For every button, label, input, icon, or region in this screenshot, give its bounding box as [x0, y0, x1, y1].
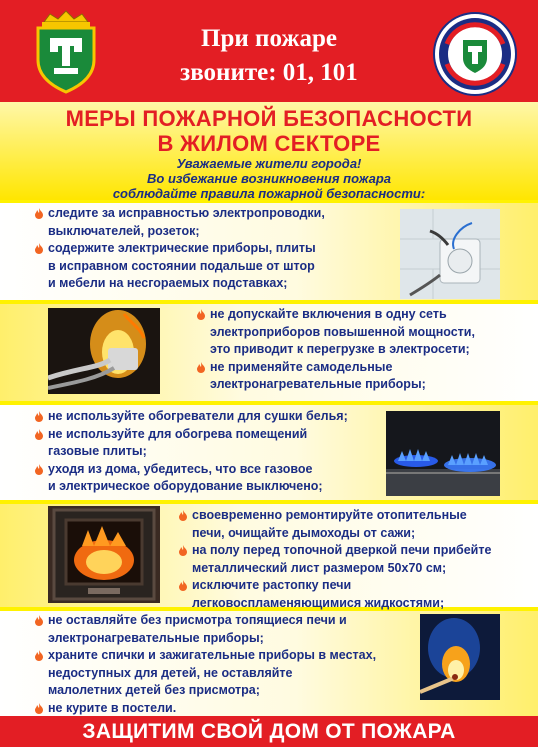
rule-text: на полу перед топочной дверкой печи прибейте металлический лист размером 50х70 см; — [192, 543, 492, 575]
footer-slogan: ЗАЩИТИМ СВОЙ ДОМ ОТ ПОЖАРА — [0, 716, 538, 747]
list-item — [196, 359, 526, 394]
flame-bullet-icon — [35, 703, 43, 714]
rule-text: содержите электрические приборы, плиты в исправном состоянии подальше от штор и мебели на несгораемых подставках; — [48, 241, 316, 290]
flame-bullet-icon — [35, 650, 43, 661]
gas-burner-photo — [386, 411, 500, 496]
list-item — [178, 577, 534, 612]
rules-list-3 — [34, 408, 384, 496]
stove-fire-photo — [48, 506, 160, 603]
list-item — [34, 612, 414, 647]
flame-bullet-icon — [35, 208, 43, 219]
intro-text — [0, 156, 538, 201]
rules-list-1 — [34, 205, 394, 293]
flame-bullet-icon — [179, 510, 187, 521]
rule-text: не оставляйте без присмотра топящиеся печи и электронагревательные приборы; — [48, 613, 347, 645]
rule-text: храните спички и зажигательные приборы в местах, недоступных для детей, не оставляйте малолетних детей без присмотра; — [48, 648, 377, 697]
emergency-phone-text — [110, 22, 428, 90]
flame-bullet-icon — [197, 362, 205, 373]
phone-line-1: При пожаре — [201, 25, 337, 52]
rule-text: своевременно ремонтируйте отопительные печи, очищайте дымоходы от сажи; — [192, 508, 467, 540]
rules-list-5 — [34, 612, 414, 717]
emergency-emblem-icon — [433, 12, 517, 96]
list-item — [34, 205, 394, 240]
burning-match-photo — [420, 614, 500, 700]
poster-title — [0, 106, 538, 156]
burning-plug-photo — [48, 308, 160, 394]
flame-bullet-icon — [179, 580, 187, 591]
list-item — [34, 647, 414, 700]
list-item — [178, 542, 534, 577]
list-item — [34, 408, 384, 426]
flame-bullet-icon — [35, 464, 43, 475]
rule-text: уходя из дома, убедитесь, что все газовое и электрическое оборудование выключено; — [48, 461, 323, 493]
intro-line-3: соблюдайте правила пожарной безопасности: — [112, 186, 426, 201]
city-crest-icon — [30, 8, 102, 94]
rule-text: не курите в постели. — [48, 700, 177, 715]
list-item — [34, 426, 384, 461]
rule-text: исключите растопку печи легковоспламеняющимися жидкостями; — [192, 578, 445, 610]
flame-bullet-icon — [179, 545, 187, 556]
list-item — [178, 507, 534, 542]
rule-text: не применяйте самодельные электронагревательные приборы; — [210, 359, 426, 391]
list-item — [196, 306, 526, 359]
rules-list-4 — [178, 507, 534, 612]
rule-text: не допускайте включения в одну сеть электроприборов повышенной мощности, это приводит к перегрузке в электросети; — [210, 307, 475, 356]
rule-text: не используйте для обогрева помещений газовые плиты; — [48, 426, 308, 458]
flame-bullet-icon — [35, 429, 43, 440]
flame-bullet-icon — [35, 615, 43, 626]
title-line-2: В ЖИЛОМ СЕКТОРЕ — [157, 131, 381, 156]
rules-list-2 — [196, 306, 526, 394]
rule-text: следите за исправностью электропроводки, выключателей, розеток; — [48, 206, 325, 238]
flame-bullet-icon — [35, 243, 43, 254]
flame-bullet-icon — [35, 411, 43, 422]
phone-line-2: звоните: 01, 101 — [180, 59, 358, 86]
list-item — [34, 461, 384, 496]
intro-line-2: Во избежание возникновения пожара — [147, 171, 391, 186]
title-line-1: МЕРЫ ПОЖАРНОЙ БЕЗОПАСНОСТИ — [65, 106, 473, 131]
list-item — [34, 700, 414, 718]
flame-bullet-icon — [197, 309, 205, 320]
rule-text: не используйте обогреватели для сушки белья; — [48, 409, 348, 423]
list-item — [34, 240, 394, 293]
intro-line-1: Уважаемые жители города! — [176, 156, 362, 171]
wall-outlet-photo — [400, 209, 500, 299]
